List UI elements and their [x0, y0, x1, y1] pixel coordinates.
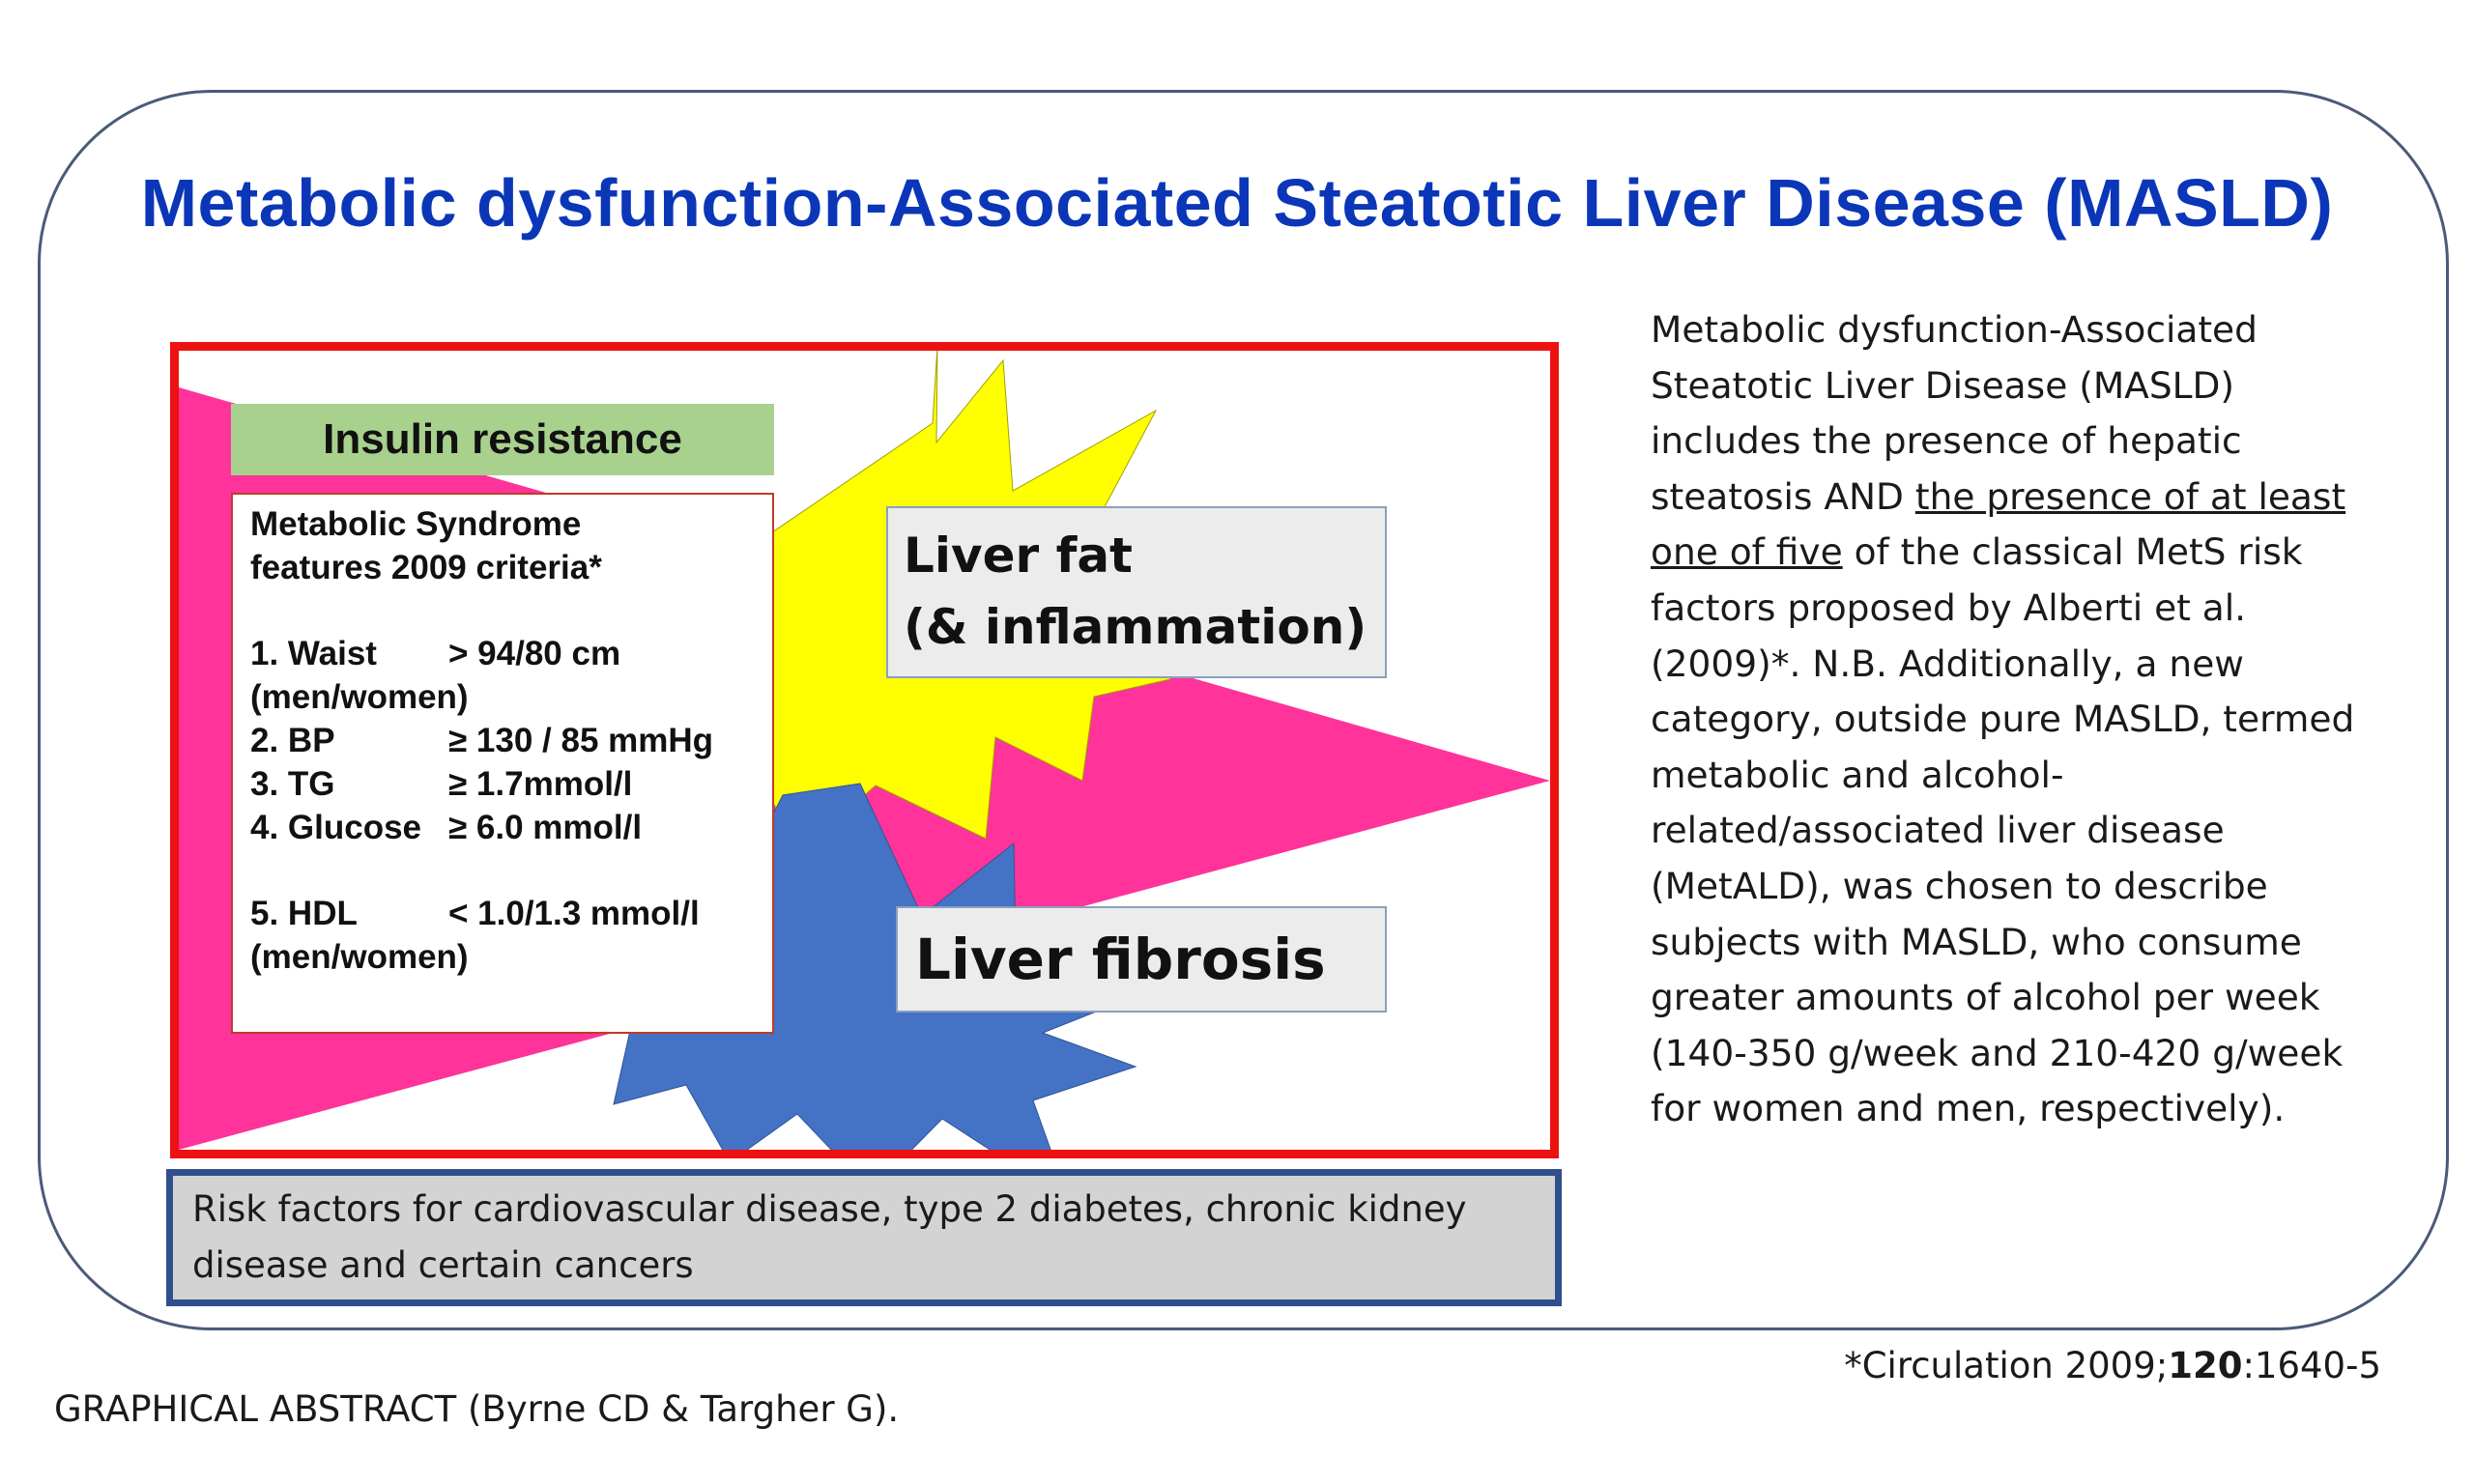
citation-prefix: *Circulation 2009; [1844, 1345, 2169, 1386]
liver-fibrosis-label: Liver fibrosis [896, 906, 1387, 1013]
criterion-value: < 1.0/1.3 mmol/l [448, 895, 700, 932]
criterion-label: 1. Waist [250, 635, 377, 672]
page-title: Metabolic dysfunction-Associated Steatotic Liver Disease (MASLD) [140, 165, 2334, 241]
description-underlined: the presence of at least one of five [1651, 474, 2346, 574]
criterion-note: (men/women) [250, 678, 469, 716]
risk-line2: disease and certain cancers [192, 1244, 694, 1286]
criterion-bp [250, 719, 755, 762]
criterion-label: 5. HDL [250, 895, 358, 932]
graphical-abstract-footer: GRAPHICAL ABSTRACT (Byrne CD & Targher G). [54, 1388, 900, 1430]
description-part1: Metabolic dysfunction-Associated Steatotic Liver Disease (MASLD) includes the presence of hepatic steatosis AND [1651, 308, 2258, 518]
criterion-label: 3. TG [250, 765, 335, 803]
risk-factors-box [166, 1169, 1562, 1306]
masld-description [1651, 302, 2385, 1137]
criterion-value: ≥ 6.0 mmol/l [448, 809, 643, 846]
citation [1844, 1345, 2381, 1386]
criterion-value: ≥ 130 / 85 mmHg [448, 722, 714, 759]
mets-heading-line1: Metabolic Syndrome [250, 505, 582, 543]
risk-line1: Risk factors for cardiovascular disease, type 2 diabetes, chronic kidney [192, 1188, 1467, 1230]
description-part2: of the classical MetS risk factors proposed by Alberti et al. (2009)*. N.B. Additionally, a new category, outside pure MASLD, termed metabolic and alcohol-related/associated liver disease (MetALD), was chosen to describe subjects with MASLD, who consume greater amounts of alcohol per week (140-350 g/week and 210-420 g/week for women and men, respectively). [1651, 530, 2355, 1130]
criterion-tg [250, 762, 755, 806]
insulin-resistance-banner: Insulin resistance [231, 404, 774, 475]
liver-fat-line2: (& inflammation) [904, 599, 1367, 655]
criterion-value: > 94/80 cm [448, 635, 621, 672]
citation-suffix: :1640-5 [2242, 1345, 2381, 1386]
criterion-hdl [250, 892, 755, 935]
criterion-glucose [250, 806, 755, 849]
liver-fat-label [886, 506, 1387, 678]
criterion-label: 4. Glucose [250, 809, 422, 846]
criterion-label: 2. BP [250, 722, 335, 759]
criterion-note: (men/women) [250, 938, 469, 976]
criterion-value: ≥ 1.7mmol/l [448, 765, 633, 803]
mets-heading-line2: features 2009 criteria* [250, 549, 602, 586]
liver-fat-line1: Liver fat [904, 528, 1133, 584]
metabolic-syndrome-box [231, 493, 774, 1034]
criterion-waist [250, 632, 755, 675]
citation-volume: 120 [2168, 1345, 2243, 1386]
